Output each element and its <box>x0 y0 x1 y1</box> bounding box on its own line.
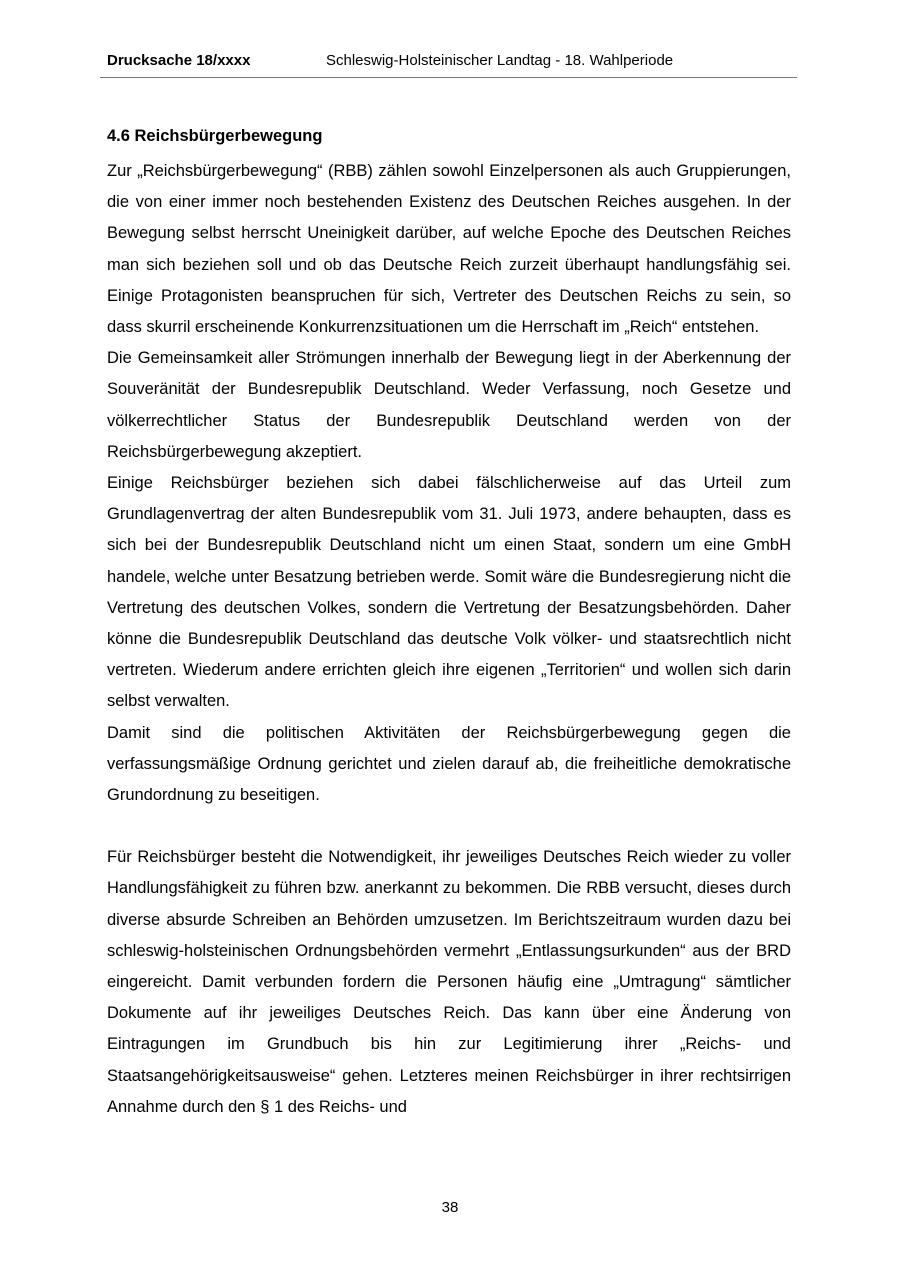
paragraph-arguments: Einige Reichsbürger beziehen sich dabei fälschlicherweise auf das Urteil zum Grundlagenvertrag der alten Bundesrepublik vom 31. Juli 1973, andere behaupten, dass es sich bei der Bundesrepublik Deutschland nicht um einen Staat, sondern um eine GmbH handele, welche unter Besatzung betrieben werde. Somit wäre die Bundesregierung nicht die Vertretung des deutschen Volkes, sondern die Vertretung der Besatzungsbehörden. Daher könne die Bundesrepublik Deutschland das deutsche Volk völker- und staatsrechtlich nicht vertreten. Wiederum andere errichten gleich ihre eigenen „Territorien“ und wollen sich darin selbst verwalten. <box>107 474 791 711</box>
paragraph-constitution: Damit sind die politischen Aktivitäten der Reichsbürgerbewegung gegen die verfassungsmäßige Ordnung gerichtet und zielen darauf ab, die freiheitliche demokratische Grundordnung zu beseitigen. <box>107 723 791 805</box>
paragraph-sovereignty: Die Gemeinsamkeit aller Strömungen innerhalb der Bewegung liegt in der Aberkennung der Souveränität der Bundesrepublik Deutschland. Weder Verfassung, noch Gesetze und völkerrechtlicher Status der Bundesrepublik Deutschland werden von der Reichsbürgerbewegung akzeptiert. <box>107 349 791 461</box>
paragraph-documents: Für Reichsbürger besteht die Notwendigkeit, ihr jeweiliges Deutsches Reich wieder zu voller Handlungsfähigkeit zu führen bzw. anerkannt zu bekommen. Die RBB versucht, dieses durch diverse absurde Schreiben an Behörden umzusetzen. Im Berichtszeitraum wurden dazu bei schleswig-holsteinischen Ordnungsbehörden vermehrt „Entlassungsurkunden“ aus der BRD eingereicht. Damit verbunden fordern die Personen häufig eine „Umtragung“ sämtlicher Dokumente auf ihr jeweiliges Deutsches Reich. Das kann über eine Änderung von Eintragungen im Grundbuch bis hin zur Legitimierung ihrer „Reichs- und Staatsangehörigkeitsausweise“ gehen. Letzteres meinen Reichsbürger in ihrer rechtsirrigen Annahme durch den § 1 des Reichs- und <box>107 848 791 1116</box>
section-heading: 4.6 Reichsbürgerbewegung <box>107 127 323 145</box>
page-header <box>107 52 793 76</box>
section-body <box>107 126 791 1123</box>
parliament-title: Schleswig-Holsteinischer Landtag - 18. Wahlperiode <box>326 52 674 69</box>
paragraph-intro: Zur „Reichsbürgerbewegung“ (RBB) zählen sowohl Einzelpersonen als auch Gruppierungen, die von einer immer noch bestehenden Existenz des Deutschen Reiches ausgehen. In der Bewegung selbst herrscht Uneinigkeit darüber, auf welche Epoche des Deutschen Reiches man sich beziehen soll und ob das Deutsche Reich zurzeit überhaupt handlungsfähig sei. Einige Protagonisten beanspruchen für sich, Vertreter des Deutschen Reichs zu sein, so dass skurril erscheinende Konkurrenzsituationen um die Herrschaft im „Reich“ entstehen. <box>107 162 791 337</box>
document-number: Drucksache 18/xxxx <box>107 52 251 69</box>
header-divider <box>100 77 797 78</box>
page-number: 38 <box>441 1199 459 1216</box>
